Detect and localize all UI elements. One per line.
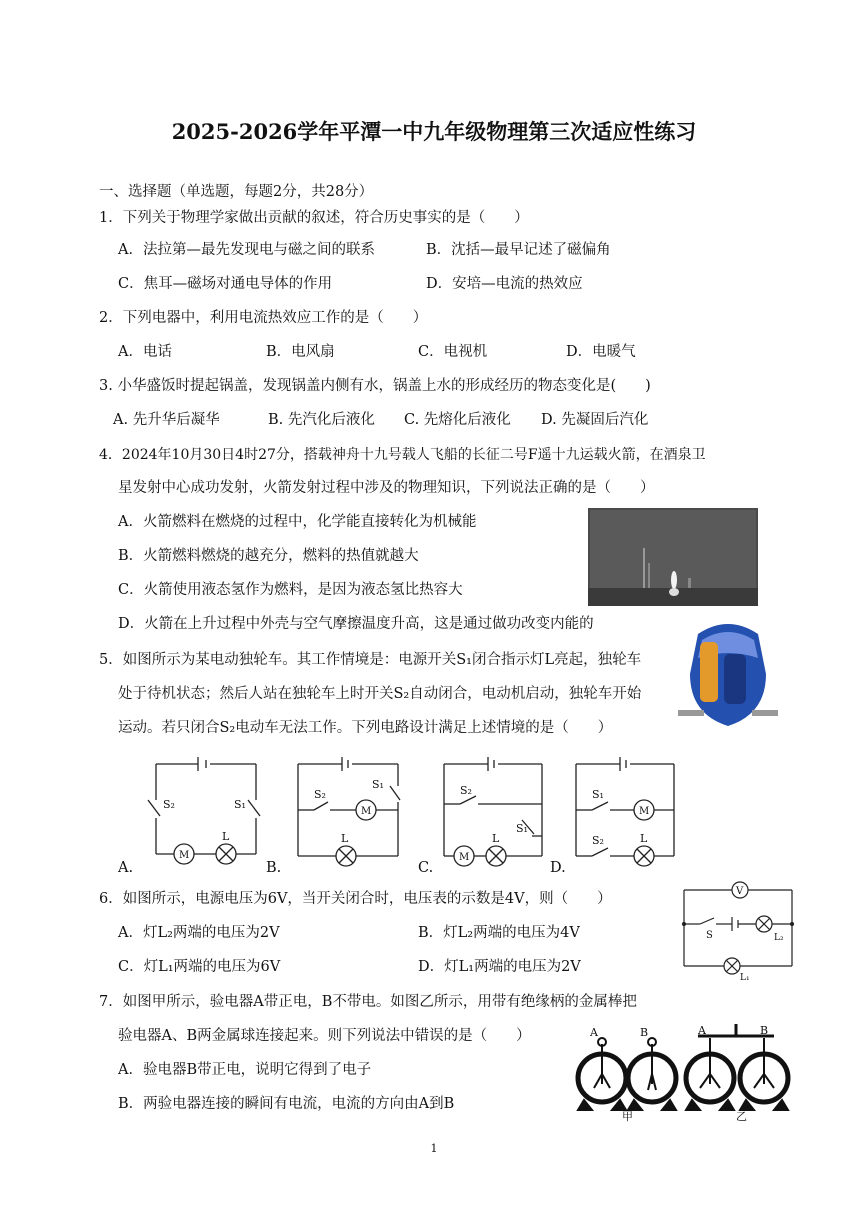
q1-option-c: C．焦耳—磁场对通电导体的作用: [118, 276, 333, 292]
q7-option-b: B．两验电器连接的瞬间有电流，电流的方向由A到B: [118, 1096, 455, 1112]
q3-option-b: B. 先汽化后液化: [268, 412, 375, 428]
q3-option-d: D. 先凝固后汽化: [541, 412, 649, 428]
q2-option-a: A．电话: [118, 344, 172, 360]
rocket-launch-photo: [588, 508, 758, 606]
q2-option-c: C．电视机: [418, 344, 488, 360]
circuit-c-lamp-label: L: [492, 832, 500, 845]
q6-l2-label: L₂: [774, 933, 784, 943]
circuit-c-s2-label: S₂: [460, 784, 472, 797]
circuit-d: [568, 752, 684, 872]
q7-electroscope-figure: [570, 1018, 800, 1122]
q1-option-d: D．安培—电流的热效应: [426, 276, 583, 292]
q6-option-a: A．灯L₂两端的电压为2V: [118, 925, 280, 941]
circuit-c-s1-label: S₁: [516, 822, 528, 835]
q6-stem: 6．如图所示，电源电压为6V，当开关闭合时，电压表的示数是4V，则（ ）: [99, 891, 612, 907]
q5-option-c-label: C.: [418, 860, 434, 876]
q3-option-a: A. 先升华后凝华: [113, 412, 220, 428]
electroscope-b-jia: [628, 1038, 676, 1110]
q7-label-a-yi: A: [698, 1024, 706, 1037]
circuit-b-lamp-label: L: [341, 832, 349, 845]
circuit-d-lamp-label: L: [640, 832, 648, 845]
q7-label-jia: 甲: [622, 1110, 633, 1122]
q6-switch-label: S: [706, 930, 713, 941]
q4-option-b: B．火箭燃料燃烧的越充分，燃料的热值就越大: [118, 548, 419, 564]
circuit-a-motor-label: M: [179, 850, 190, 861]
q7-label-a-jia: A: [590, 1026, 598, 1039]
q6-voltmeter-label: V: [736, 886, 744, 897]
page-number: 1: [430, 1142, 438, 1155]
q5-stem-line3: 运动。若只闭合S₂电动车无法工作。下列电路设计满足上述情境的是（ ）: [118, 720, 613, 736]
circuit-d-s2-label: S₂: [592, 834, 604, 847]
q4-option-c: C．火箭使用液态氢作为燃料，是因为液态氢比热容大: [118, 582, 463, 598]
q6-l1-label: L₁: [740, 973, 750, 983]
q4-option-d: D．火箭在上升过程中外壳与空气摩擦温度升高，这是通过做功改变内能的: [118, 616, 594, 632]
circuit-a-s2-label: S₂: [163, 798, 175, 811]
q4-stem-line2: 星发射中心成功发射，火箭发射过程中涉及的物理知识，下列说法正确的是（ ）: [118, 480, 655, 496]
q3-stem: 3. 小华盛饭时提起锅盖，发现锅盖内侧有水，锅盖上水的形成经历的物态变化是( ): [99, 378, 651, 394]
circuit-c-motor-label: M: [459, 852, 470, 863]
circuit-a-s1-label: S₁: [234, 798, 246, 811]
q7-label-b-jia: B: [640, 1026, 649, 1039]
circuit-a-lamp-label: L: [222, 830, 230, 843]
q7-label-b-yi: B: [760, 1024, 769, 1037]
circuit-c: [436, 752, 552, 872]
q7-stem-line2: 验电器A、B两金属球连接起来。则下列说法中错误的是（ ）: [118, 1028, 531, 1044]
q5-stem-line1: 5．如图所示为某电动独轮车。其工作情境是：电源开关S₁闭合指示灯L亮起，独轮车: [99, 652, 642, 668]
q5-option-d-label: D.: [550, 860, 566, 876]
circuit-d-motor-label: M: [639, 806, 650, 817]
q6-option-b: B．灯L₂两端的电压为4V: [418, 925, 580, 941]
circuit-b-s2-label: S₂: [314, 788, 326, 801]
q1-stem: 1．下列关于物理学家做出贡献的叙述，符合历史事实的是（ ）: [99, 210, 529, 226]
q4-option-a: A．火箭燃料在燃烧的过程中，化学能直接转化为机械能: [118, 514, 477, 530]
q6-circuit: [680, 878, 798, 984]
page-title: 2025-2026学年平潭一中九年级物理第三次适应性练习: [171, 119, 697, 144]
q5-stem-line2: 处于待机状态；然后人站在独轮车上时开关S₂自动闭合，电动机启动，独轮车开始: [118, 686, 642, 702]
circuit-a: [138, 752, 270, 872]
q2-option-d: D．电暖气: [566, 344, 636, 360]
electroscope-a-jia: [578, 1038, 626, 1110]
q2-stem: 2．下列电器中，利用电流热效应工作的是（ ）: [99, 310, 428, 326]
q3-option-c: C. 先熔化后液化: [404, 412, 511, 428]
q5-option-a-label: A.: [118, 860, 134, 876]
q7-option-a: A．验电器B带正电，说明它得到了电子: [118, 1062, 372, 1078]
circuit-b-motor-label: M: [361, 806, 372, 817]
q6-option-c: C．灯L₁两端的电压为6V: [118, 959, 281, 975]
q1-option-a: A．法拉第—最先发现电与磁之间的联系: [118, 242, 375, 258]
q5-option-b-label: B.: [266, 860, 282, 876]
circuit-d-s1-label: S₁: [592, 788, 604, 801]
electric-unicycle-image: [678, 614, 778, 732]
q6-option-d: D．灯L₁两端的电压为2V: [418, 959, 581, 975]
circuit-b: [290, 752, 410, 872]
q7-label-yi: 乙: [736, 1110, 747, 1122]
q4-stem-line1: 4．2024年10月30日4时27分，搭载神舟十九号载人飞船的长征二号F遥十九运载火箭，在酒泉卫: [99, 447, 706, 463]
section-heading: 一、选择题（单选题，每题2分，共28分）: [99, 184, 374, 200]
q1-option-b: B．沈括—最早记述了磁偏角: [426, 242, 611, 258]
q2-option-b: B．电风扇: [266, 344, 335, 360]
q7-stem-line1: 7．如图甲所示，验电器A带正电，B不带电。如图乙所示，用带有绝缘柄的金属棒把: [99, 994, 637, 1010]
circuit-b-s1-label: S₁: [372, 778, 384, 791]
